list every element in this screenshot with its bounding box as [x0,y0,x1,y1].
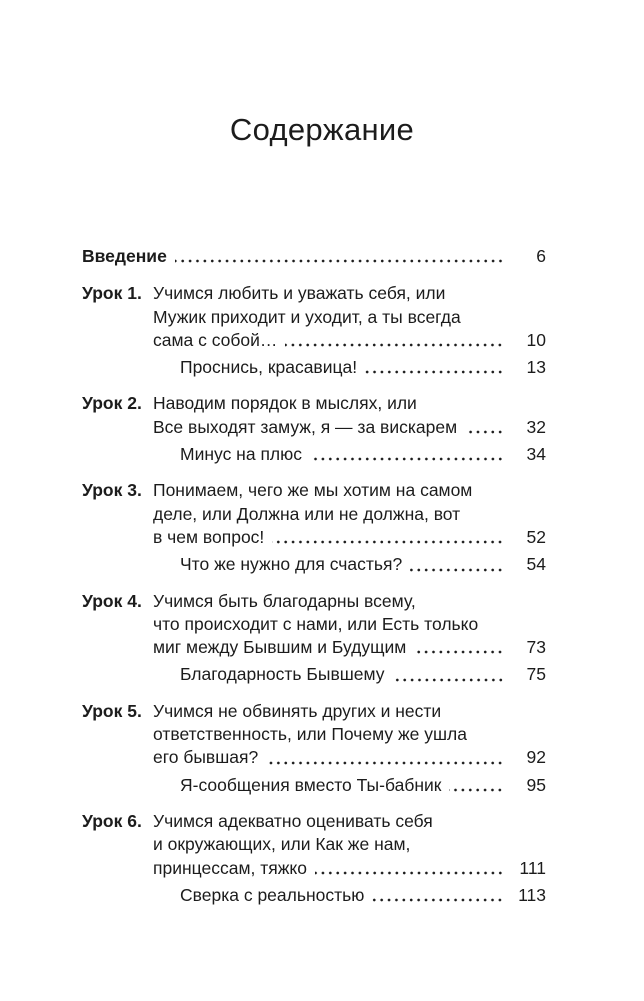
toc-subentry[interactable] [153,774,546,797]
page-title: Содержание [229,112,415,147]
entry-title-line: сама с собой… [153,329,278,350]
lesson-label: Урок 4. [82,590,142,611]
subentry-title: Проснись, красавица! [180,357,358,378]
dot-leader [175,245,504,268]
toc-entry-lesson-5[interactable] [82,700,546,797]
page-number: 73 [526,637,546,658]
subentry-title: Я-сообщения вместо Ты-бабник [180,774,442,795]
lesson-label: Урок 5. [82,700,142,721]
entry-title-line: Наводим порядок в мыслях, или [153,393,417,414]
dot-leader [266,746,504,769]
toc-entry-lesson-1[interactable] [82,282,546,379]
dot-leader [285,329,504,352]
lesson-label: Урок 6. [82,810,142,831]
subentry-title: Минус на плюс [180,444,303,465]
lesson-list [82,282,546,907]
entry-title-line: Мужик приходит и уходит, а ты всегда [153,306,461,327]
page-number: 32 [526,416,546,437]
entry-title-line: Учимся адекватно оценивать себя [153,810,433,831]
entry-title-line: деле, или Должна или не должна, вот [153,503,461,524]
dot-leader [465,416,504,439]
dot-leader [449,774,504,797]
page-number: 13 [526,357,546,378]
page-number: 34 [526,444,546,465]
toc-subentry[interactable] [153,356,546,379]
toc-subentry[interactable] [153,443,546,466]
dot-leader [393,663,504,686]
page-number: 10 [526,329,546,350]
subentry-title: Сверка с реальностью [180,884,365,905]
table-of-contents [82,245,546,920]
page-number: 95 [526,774,546,795]
page-number: 113 [518,884,546,905]
entry-title-line: ответственность, или Почему же ушла [153,724,467,745]
lesson-label: Урок 3. [82,480,142,501]
dot-leader [315,857,504,880]
entry-title-line: что происходит с нами, или Есть только [153,613,479,634]
entry-title-line: миг между Бывшим и Будущим [153,637,407,658]
entry-title-line: Учимся не обвинять других и нести [153,700,442,721]
lesson-label: Урок 2. [82,393,142,414]
entry-title-line: Все выходят замуж, я — за вискарем [153,416,458,437]
entry-title: Введение [82,246,167,266]
subentry-title: Что же нужно для счастья? [180,554,403,575]
dot-leader [410,553,504,576]
toc-subentry[interactable] [153,884,546,907]
page-number: 111 [519,857,546,878]
dot-leader [372,884,504,907]
entry-title-line: Понимаем, чего же мы хотим на самом [153,480,473,501]
lesson-label: Урок 1. [82,283,142,304]
page-number: 92 [526,747,546,768]
dot-leader [272,526,504,549]
toc-entry-lesson-2[interactable] [82,392,546,466]
dot-leader [365,356,504,379]
toc-subentry[interactable] [153,663,546,686]
toc-subentry[interactable] [153,553,546,576]
dot-leader [310,443,504,466]
toc-entry-lesson-3[interactable] [82,479,546,576]
entry-title-line: принцессам, тяжко [153,857,307,878]
page-number: 6 [536,246,546,266]
dot-leader [414,636,504,659]
entry-title-line: Учимся любить и уважать себя, или [153,283,446,304]
page-number: 54 [526,554,546,575]
entry-title-line: Учимся быть благодарны всему, [153,590,416,611]
subentry-title: Благодарность Бывшему [180,664,385,685]
page-number: 75 [526,664,546,685]
entry-title-line: и окружающих, или Как же нам, [153,834,411,855]
toc-entry-intro[interactable] [82,245,546,268]
toc-entry-lesson-6[interactable] [82,810,546,907]
entry-title-line: в чем вопрос! [153,526,265,547]
entry-title-line: его бывшая? [153,747,259,768]
toc-entry-lesson-4[interactable] [82,590,546,687]
page-number: 52 [526,526,546,547]
